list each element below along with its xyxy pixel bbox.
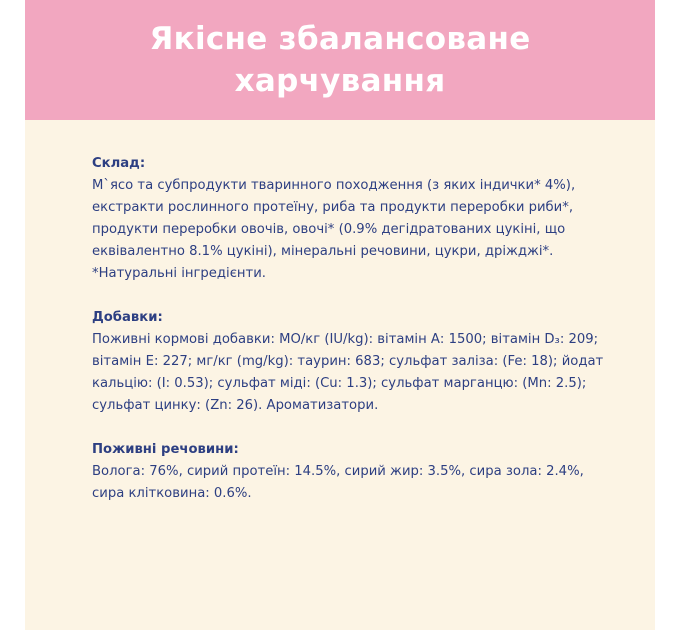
composition-section <box>92 153 607 285</box>
nutrients-heading: Поживні речовини: <box>92 442 239 457</box>
composition-heading: Склад: <box>92 156 146 171</box>
additives-text: Поживні кормові добавки: МО/кг (IU/kg): вітамін А: 1500; вітамін D₃: 209; вітамін Е: 227; мг/кг (mg/kg): таурин: 683; сульфат заліза: (Fe: 18); йодат кальцію: (I: 0.53); сульфат міді: (Cu: 1.3); сульфат марганцю: (Mn: 2.5); сульфат цинку: (Zn: 26). Ароматизатори. <box>92 332 604 413</box>
additives-heading: Добавки: <box>92 310 163 325</box>
nutrients-section <box>92 439 607 505</box>
page-title: Якісне збалансоване харчування <box>149 21 531 99</box>
content-panel <box>25 120 655 630</box>
additives-section <box>92 307 607 417</box>
header-banner <box>25 0 655 120</box>
nutrients-text: Волога: 76%, сирий протеїн: 14.5%, сирий жир: 3.5%, сира зола: 2.4%, сира клітковина: 0.6%. <box>92 464 584 501</box>
product-info <box>92 153 607 527</box>
composition-note: *Натуральні інгредієнти. <box>92 266 266 281</box>
composition-text: М`ясо та субпродукти тваринного походження (з яких індички* 4%), екстракти рослинного протеїну, риба та продукти переробки риби*, продукти переробки овочів, овочі* (0.9% дегідратованих цукіні, що еквівалентно 8.1% цукіні), мінеральні речовини, цукри, дріжджі*. <box>92 178 576 259</box>
